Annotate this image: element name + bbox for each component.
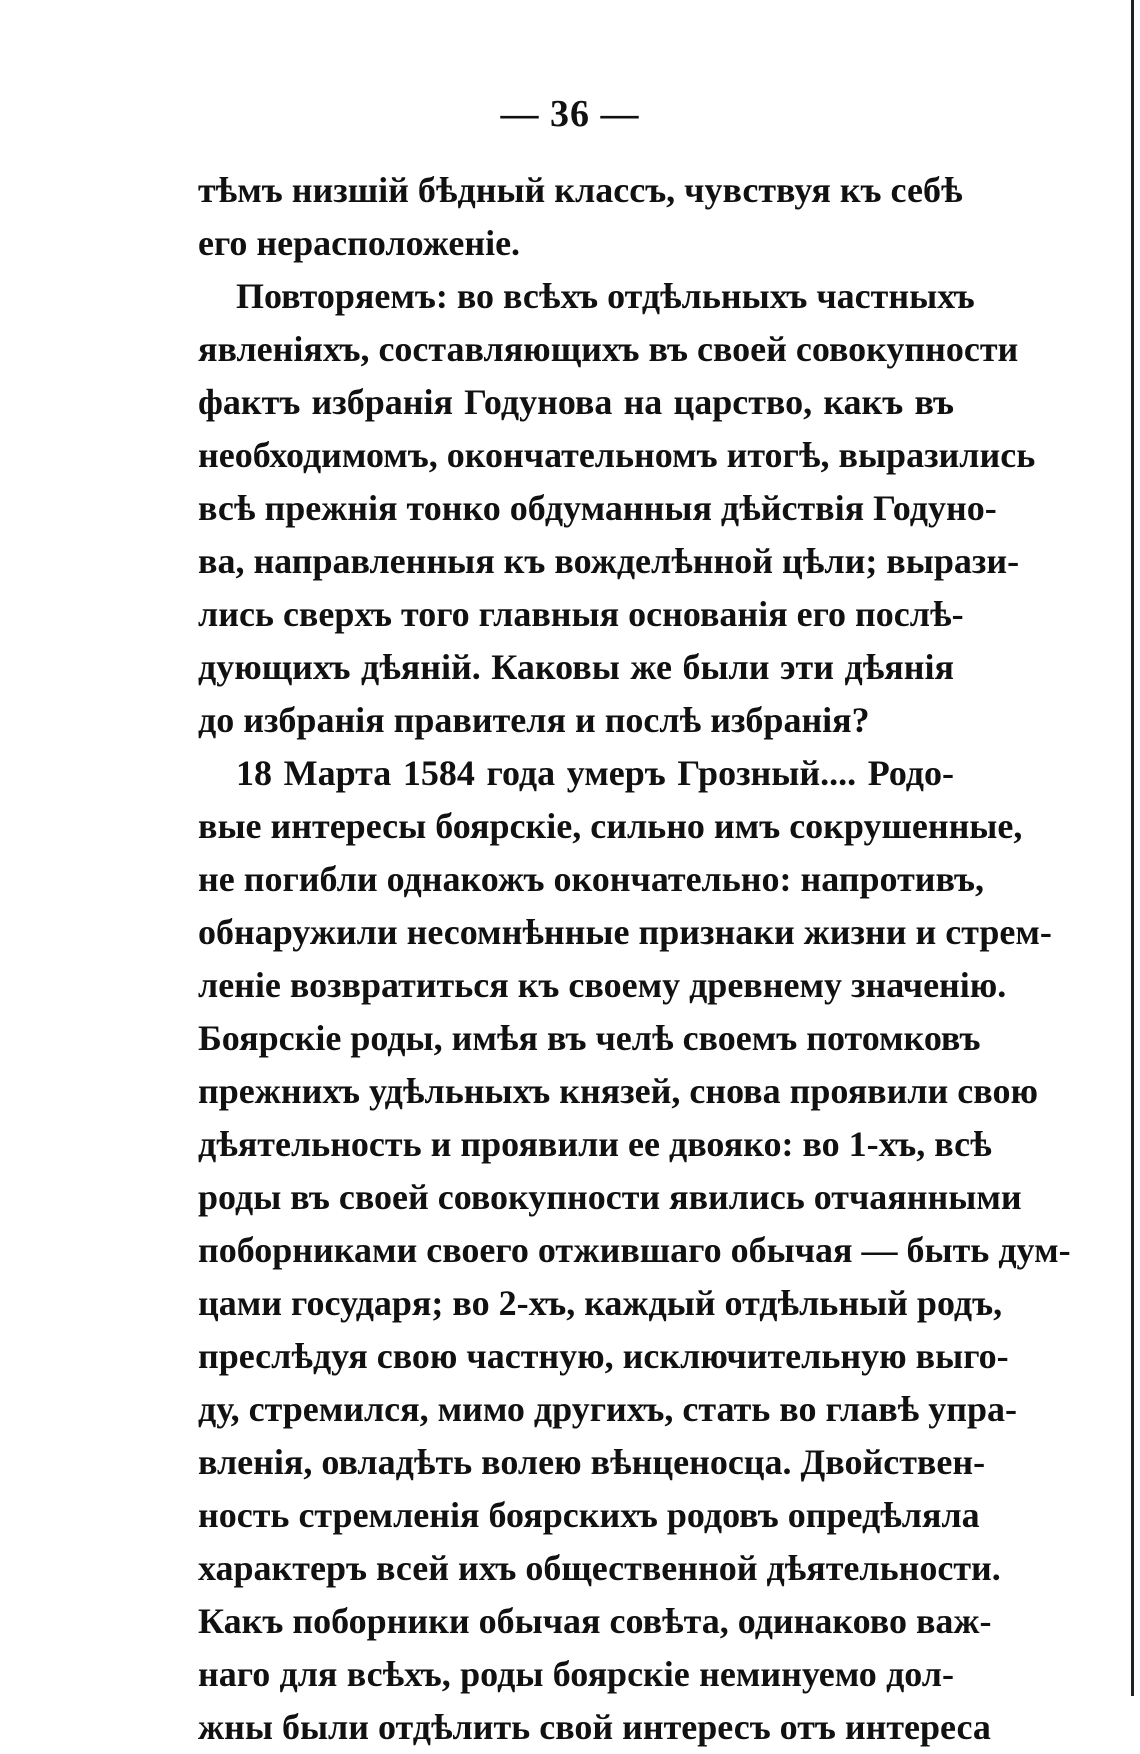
text-line: вленія, овладѣть волею вѣнценосца. Двойствен- [198, 1442, 986, 1482]
page-edge-line [1131, 0, 1134, 1696]
page-number: — 36 — [500, 93, 640, 135]
text-line: явленіяхъ, составляющихъ въ своей совокупности [198, 329, 1019, 369]
paragraph-start-line: 18 Марта 1584 года умеръ Грозный.... Родо- [236, 753, 954, 793]
text-line: Боярскіе роды, имѣя въ челѣ своемъ потомковъ [198, 1018, 981, 1058]
text-line: вые интересы боярскіе, сильно имъ сокрушенные, [198, 806, 1023, 846]
text-line: не погибли однакожъ окончательно: напротивъ, [198, 859, 985, 899]
text-line: дѣятельность и проявили ее двояко: во 1-хъ, всѣ [198, 1124, 992, 1164]
body-text [198, 164, 1071, 1754]
text-line: всѣ прежнія тонко обдуманныя дѣйствія Годуно- [198, 488, 997, 528]
text-line: характеръ всей ихъ общественной дѣятельности. [198, 1548, 1001, 1588]
text-line: ность стремленія боярскихъ родовъ опредѣляла [198, 1495, 980, 1535]
text-line: прежнихъ удѣльныхъ князей, снова проявили свою [198, 1071, 1038, 1111]
text-line: поборниками своего отжившаго обычая — быть дум- [198, 1230, 1071, 1270]
text-line: Какъ поборники обычая совѣта, одинаково важ- [198, 1601, 992, 1641]
text-line: лись сверхъ того главныя основанія его послѣ- [198, 594, 964, 634]
text-line: ду, стремился, мимо другихъ, стать во главѣ упра- [198, 1389, 1017, 1429]
text-line: дующихъ дѣяній. Каковы же были эти дѣянія [198, 647, 954, 687]
text-line: преслѣдуя свою частную, исключительную выго- [198, 1336, 1009, 1376]
text-line: его нерасположеніе. [198, 223, 521, 263]
text-line: наго для всѣхъ, роды боярскіе неминуемо дол- [198, 1654, 954, 1694]
text-line: жны были отдѣлить свой интересъ отъ интереса [198, 1707, 991, 1747]
text-line: цами государя; во 2-хъ, каждый отдѣльный родъ, [198, 1283, 1003, 1323]
text-line: тѣмъ низшій бѣдный классъ, чувствуя къ себѣ [198, 170, 963, 210]
text-line: фактъ избранія Годунова на царство, какъ въ [198, 382, 954, 422]
text-line: обнаружили несомнѣнные признаки жизни и стрем- [198, 912, 1052, 952]
text-line: необходимомъ, окончательномъ итогѣ, выразились [198, 435, 1036, 475]
text-line: до избранія правителя и послѣ избранія? [198, 700, 870, 740]
text-line: ва, направленныя къ вожделѣнной цѣли; вырази- [198, 541, 1020, 581]
text-line: роды въ своей совокупности явились отчаянными [198, 1177, 1022, 1217]
paragraph-start-line: Повторяемъ: во всѣхъ отдѣльныхъ частныхъ [236, 276, 975, 316]
text-line: леніе возвратиться къ своему древнему значенію. [198, 965, 1007, 1005]
